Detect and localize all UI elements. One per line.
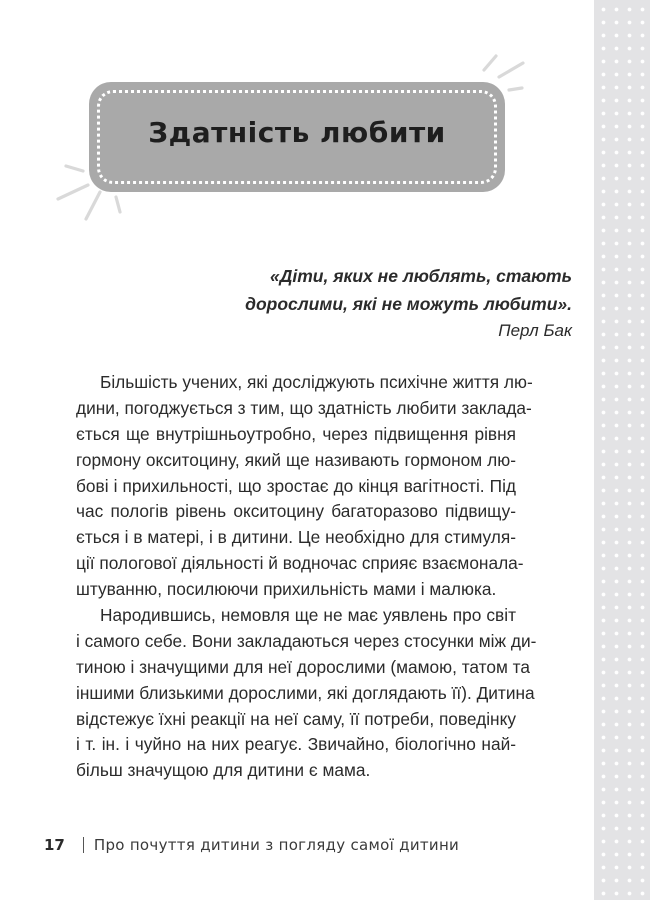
body-line: більш значущою для дитини є мама. (76, 760, 371, 781)
dotted-margin-strip (594, 0, 650, 900)
body-line: дини, погоджується з тим, що здатність любити заклада- (76, 397, 532, 418)
body-line: бові і прихильності, що зростає до кінця вагітності. Під (76, 475, 516, 496)
footer-divider (83, 837, 84, 853)
chapter-title: Здатність любити (148, 116, 446, 149)
body-line: відстежує їхні реакції на неї саму, її потреби, поведінку (76, 708, 516, 729)
page-footer (44, 833, 459, 857)
body-line: і самого себе. Вони закладаються через стосунки між ди- (76, 630, 537, 651)
chapter-title-banner (89, 82, 505, 192)
body-line: ється і в матері, і в дитини. Це необхідно для стимуля- (76, 527, 516, 548)
running-title: Про почуття дитини з погляду самої дитини (93, 836, 460, 854)
body-line: гормону окситоцину, який ще називають гормоном лю- (76, 449, 516, 470)
body-text (76, 370, 537, 784)
epigraph-line: дорослими, які не можуть любити». (245, 294, 572, 314)
body-line: Народившись, немовля ще не має уявлень про світ (100, 605, 516, 626)
body-line: ється ще внутрішньоутробно, через підвищення рівня (76, 423, 516, 444)
body-line: іншими близькими дорослими, які доглядають її). Дитина (76, 682, 535, 703)
page-number: 17 (44, 836, 65, 854)
body-line: Більшість учених, які досліджують психічне життя лю- (100, 372, 533, 392)
body-line: тиною і значущими для неї дорослими (мамою, татом та (76, 656, 530, 677)
epigraph (152, 262, 572, 344)
epigraph-author: Перл Бак (498, 321, 572, 340)
body-line: і т. ін. і чуйно на них реагує. Звичайно, біологічно най- (76, 734, 516, 755)
body-line: ції пологової діяльності й водночас сприяє взаємонала- (76, 553, 524, 574)
epigraph-line: «Діти, яких не люблять, стають (270, 266, 572, 286)
body-line: штуванню, посилюючи прихильність мами і малюка. (76, 579, 497, 600)
body-line: час пологів рівень окситоцину багаторазово підвищу- (76, 501, 516, 522)
